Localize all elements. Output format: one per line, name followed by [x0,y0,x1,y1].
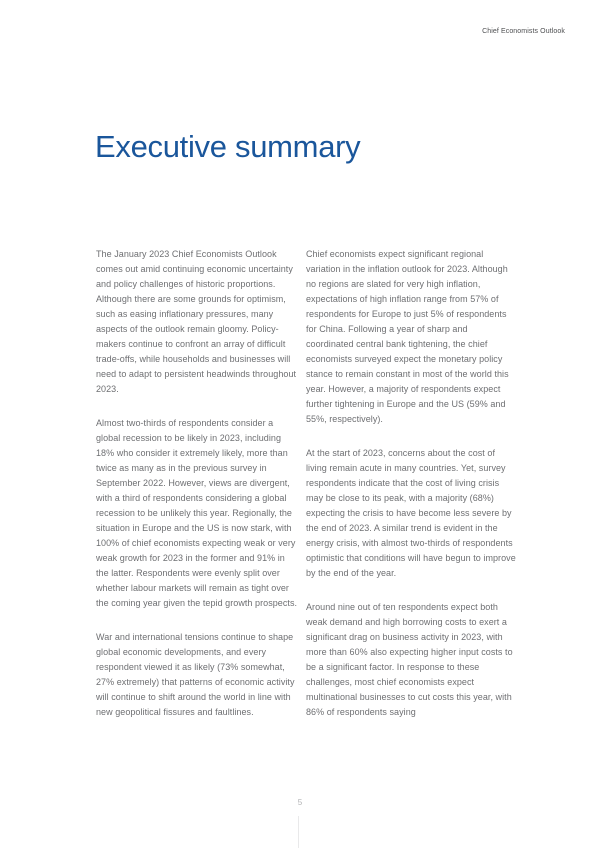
page-number-rule [298,816,299,848]
paragraph: War and international tensions continue to shape global economic developments, and every respondent viewed it as likely (73% somewhat, 27% extremely) that patterns of economic activity will continue to shift around the world in line with new geopolitical fissures and faultlines. [96,632,295,717]
page-title: Executive summary [95,128,361,164]
page-number: 5 [297,798,303,807]
paragraph: The January 2023 Chief Economists Outlook comes out amid continuing economic uncertainty and policy challenges of historic proportions. Although there are some grounds for optimism, such as easing inflationary pressures, many aspects of the outlook remain gloomy. Policy-makers continue to confront an array of difficult trade-offs, while households and businesses will need to adapt to persistent headwinds throughout 2023. [96,249,297,394]
paragraph: Chief economists expect significant regional variation in the inflation outlook for 2023. Although no regions are slated for very high inflation, expectations of high inflation range from 57% of respondents for Europe to just 5% of respondents for China. Following a year of sharp and coordinated central bank tightening, the chief economists surveyed expect the monetary policy stance to remain constant in most of the world this year. However, a majority of respondents expect further tightening in Europe and the US (59% and 55%, respectively). [306,249,509,424]
running-header: Chief Economists Outlook [482,28,565,35]
paragraph: Almost two-thirds of respondents consider a global recession to be likely in 2023, including 18% who consider it extremely likely, more than twice as many as in the previous survey in September 2022. However, views are divergent, with a third of respondents considering a global recession to be unlikely this year. Regionally, the situation in Europe and the US is now stark, with 100% of chief economists expecting weak or very weak growth for 2023 in the former and 91% in the latter. Respondents were evenly split over whether labour markets will remain as tight over the coming year given the tepid growth prospects. [96,418,298,608]
column-right [306,247,516,739]
column-left [96,247,299,739]
paragraph: At the start of 2023, concerns about the cost of living remain acute in many countries. Yet, survey respondents indicate that the cost of living crisis may be close to its peak, with a majority (68%) expecting the crisis to have become less severe by the end of 2023. A similar trend is evident in the energy crisis, with almost two-thirds of respondents optimistic that conditions will have begun to improve by the end of the year. [306,448,516,578]
paragraph: Around nine out of ten respondents expect both weak demand and high borrowing costs to exert a significant drag on business activity in 2023, with more than 60% also expecting higher input costs to be a significant factor. In response to these challenges, most chief economists expect multinational businesses to cut costs this year, with 86% of respondents saying [306,602,513,717]
